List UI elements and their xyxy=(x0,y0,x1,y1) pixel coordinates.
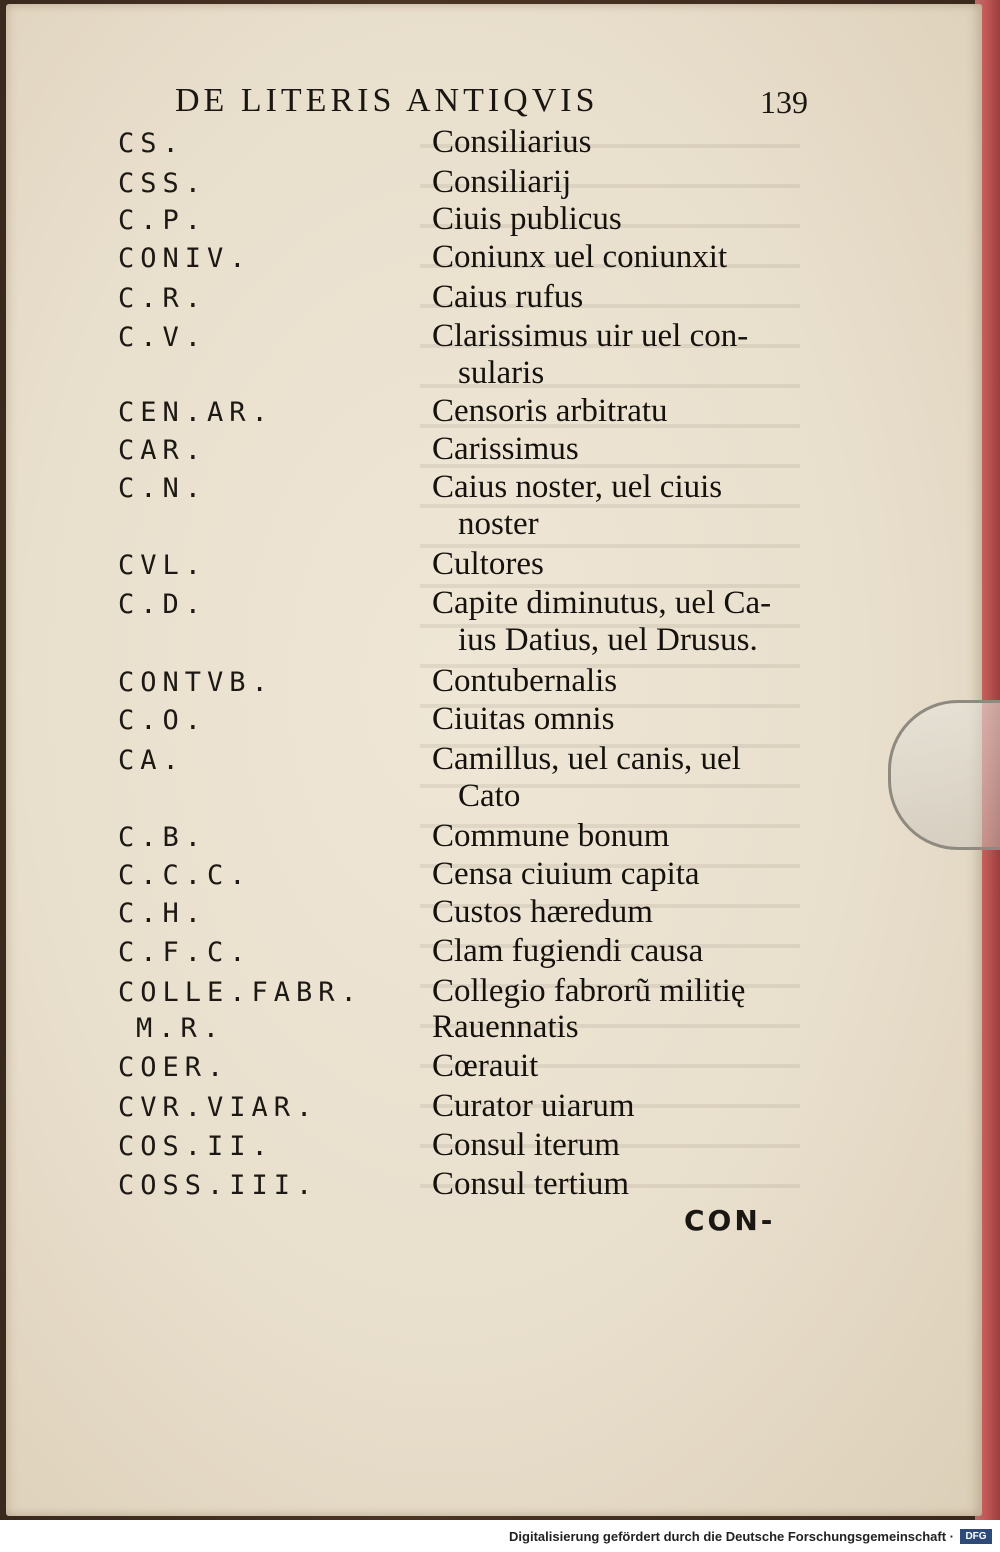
expansion xyxy=(432,431,822,468)
abbreviation: C.C.C. xyxy=(118,860,252,891)
abbreviation: COS.II. xyxy=(118,1131,274,1162)
expansion-line: Censa ciuium capita xyxy=(432,856,700,892)
expansion xyxy=(432,201,822,238)
expansion-line: Camillus, uel canis, uel xyxy=(432,741,741,777)
expansion-line: sularis xyxy=(458,355,545,391)
expansion xyxy=(432,124,822,161)
abbreviation: C.V. xyxy=(118,322,208,353)
expansion-line: ius Datius, uel Drusus. xyxy=(458,622,758,658)
abbreviation: CONIV. xyxy=(118,243,252,274)
expansion-line: Clarissimus uir uel con- xyxy=(432,318,749,354)
expansion xyxy=(432,239,822,276)
footer-bar xyxy=(0,1520,1000,1552)
expansion-line: Curator uiarum xyxy=(432,1088,635,1124)
expansion xyxy=(432,973,822,1010)
expansion-line: Cato xyxy=(458,778,521,814)
expansion-line: Coniunx uel coniunxit xyxy=(432,239,728,275)
expansion xyxy=(432,1166,822,1203)
abbreviation: CVL. xyxy=(118,550,208,581)
expansion-line: noster xyxy=(458,506,539,542)
abbreviation: CA. xyxy=(118,745,185,776)
abbreviation: CVR.VIAR. xyxy=(118,1092,319,1123)
abbreviation: COLLE.FABR. xyxy=(118,977,363,1008)
expansion xyxy=(432,1009,822,1046)
page-number: 139 xyxy=(760,84,808,120)
expansion xyxy=(432,894,822,931)
expansion xyxy=(432,164,822,201)
expansion-line: Clam fugiendi causa xyxy=(432,933,704,969)
expansion xyxy=(432,1048,822,1085)
expansion xyxy=(432,393,822,430)
expansion xyxy=(432,546,822,583)
expansion-line: Ciuitas omnis xyxy=(432,701,615,737)
abbreviation: M.R. xyxy=(136,1013,226,1044)
expansion xyxy=(432,585,822,659)
expansion xyxy=(432,1127,822,1164)
expansion xyxy=(432,469,822,543)
abbreviation: C.N. xyxy=(118,473,208,504)
expansion-line: Caius noster, uel ciuis xyxy=(432,469,723,505)
abbreviation: CSS. xyxy=(118,168,208,199)
abbreviation: C.H. xyxy=(118,898,208,929)
abbreviation: COER. xyxy=(118,1052,230,1083)
abbreviation: CAR. xyxy=(118,435,208,466)
dfg-logo: DFG xyxy=(960,1529,992,1544)
abbreviation: C.P. xyxy=(118,205,208,236)
expansion xyxy=(432,279,822,316)
expansion xyxy=(432,933,822,970)
expansion-line: Consul tertium xyxy=(432,1166,630,1202)
abbreviation: CEN.AR. xyxy=(118,397,274,428)
running-header xyxy=(175,82,815,120)
expansion-line: Commune bonum xyxy=(432,818,670,854)
expansion xyxy=(432,318,822,392)
expansion-line: Cultores xyxy=(432,546,544,582)
abbreviation: CONTVB. xyxy=(118,667,274,698)
expansion xyxy=(432,741,822,815)
expansion-line: Ciuis publicus xyxy=(432,201,622,237)
abbreviation: COSS.III. xyxy=(118,1170,319,1201)
expansion-line: Custos hæredum xyxy=(432,894,653,930)
expansion-line: Collegio fabrorũ militię xyxy=(432,973,746,1009)
expansion-line: Censoris arbitratu xyxy=(432,393,668,429)
footer-credit: Digitalisierung gefördert durch die Deutsche Forschungsgemeinschaft · xyxy=(509,1529,954,1544)
abbreviation: C.F.C. xyxy=(118,937,252,968)
abbreviation: C.B. xyxy=(118,822,208,853)
expansion-line: Rauennatis xyxy=(432,1009,579,1045)
abbreviation: C.D. xyxy=(118,589,208,620)
abbreviation: CS. xyxy=(118,128,185,159)
expansion-line: Capite diminutus, uel Ca- xyxy=(432,585,772,621)
expansion-line: Contubernalis xyxy=(432,663,618,699)
abbreviation: C.O. xyxy=(118,705,208,736)
catchword: CON- xyxy=(684,1204,776,1237)
expansion xyxy=(432,701,822,738)
expansion xyxy=(432,663,822,700)
running-title: DE LITERIS ANTIQVIS xyxy=(175,82,599,119)
abbreviation: C.R. xyxy=(118,283,208,314)
expansion xyxy=(432,856,822,893)
expansion-line: Caius rufus xyxy=(432,279,584,315)
expansion xyxy=(432,1088,822,1125)
expansion-line: Consiliarius xyxy=(432,124,592,160)
expansion-line: Carissimus xyxy=(432,431,579,467)
expansion-line: Consiliarij xyxy=(432,164,572,200)
expansion-line: Consul iterum xyxy=(432,1127,620,1163)
expansion xyxy=(432,818,822,855)
expansion-line: Cœrauit xyxy=(432,1048,539,1084)
